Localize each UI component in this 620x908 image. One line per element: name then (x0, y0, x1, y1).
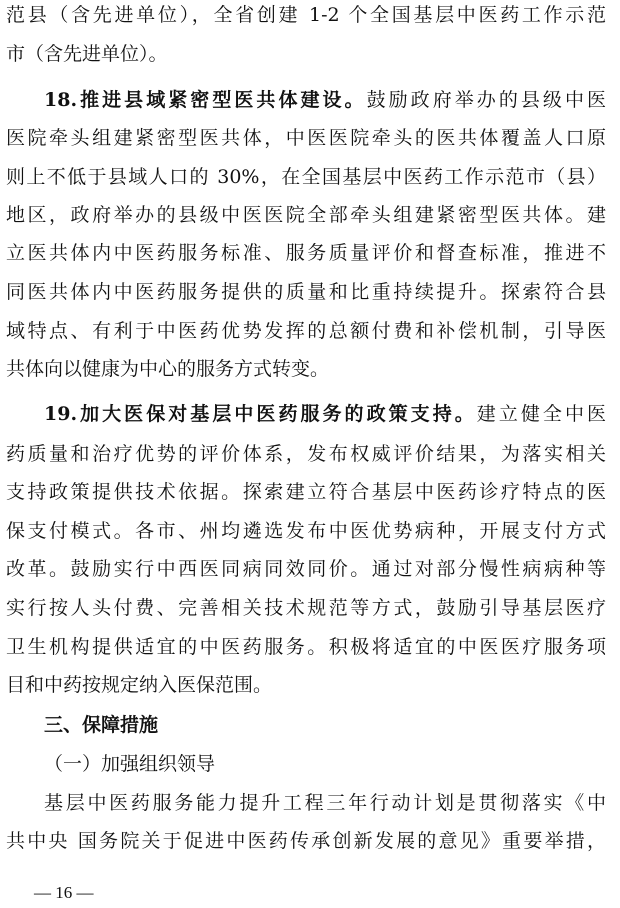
text-line: 改革。鼓励实行中西医同病同效同价。通过对部分慢性病病种等 (6, 558, 606, 580)
text-line: 基层中医药服务能力提升工程三年行动计划是贯彻落实《中 (44, 792, 606, 814)
text-line: 目和中药按规定纳入医保范围。 (6, 674, 273, 696)
text-line: 实行按人头付费、完善相关技术规范等方式，鼓励引导基层医疗 (6, 597, 606, 619)
item-18-paragraph-start (44, 87, 606, 113)
subsection-heading: （一）加强组织领导 (44, 753, 216, 775)
item-19-paragraph-start (44, 401, 606, 427)
text-line: 支持政策提供技术依据。探索建立符合基层中医药诊疗特点的医 (6, 481, 606, 503)
text-line: 医院牵头组建紧密型医共体，中医医院牵头的医共体覆盖人口原 (6, 127, 606, 149)
text-line: 共体向以健康为中心的服务方式转变。 (6, 358, 330, 380)
item-19-title: 19.加大医保对基层中医药服务的政策支持。 (44, 403, 477, 425)
text-line: 药质量和治疗优势的评价体系，发布权威评价结果，为落实相关 (6, 443, 606, 465)
text-line: 鼓励政府举办的县级中医 (366, 89, 606, 111)
text-line: 则上不低于县域人口的 30%，在全国基层中医药工作示范市（县） (6, 166, 606, 188)
text-line: 域特点、有利于中医药优势发挥的总额付费和补偿机制，引导医 (6, 320, 606, 342)
page-number: — 16 — (34, 883, 94, 902)
text-line: 范县（含先进单位），全省创建 1-2 个全国基层中医药工作示范 (6, 4, 606, 26)
text-line: 卫生机构提供适宜的中医药服务。积极将适宜的中医医疗服务项 (6, 636, 606, 658)
text-line: 地区，政府举办的县级中医医院全部牵头组建紧密型医共体。建 (6, 204, 606, 226)
section-heading: 三、保障措施 (44, 714, 159, 736)
text-line: 市（含先进单位）。 (6, 43, 168, 65)
text-line: 保支付模式。各市、州均遴选发布中医优势病种，开展支付方式 (6, 520, 606, 542)
item-18-title: 18.推进县域紧密型医共体建设。 (44, 89, 367, 111)
text-line: 建立健全中医 (476, 403, 606, 425)
text-line: 同医共体内中医药服务提供的质量和比重持续提升。探索符合县 (6, 281, 606, 303)
text-line: 立医共体内中医药服务标准、服务质量评价和督查标准，推进不 (6, 242, 606, 264)
text-line: 共中央 国务院关于促进中医药传承创新发展的意见》重要举措， (6, 830, 606, 852)
